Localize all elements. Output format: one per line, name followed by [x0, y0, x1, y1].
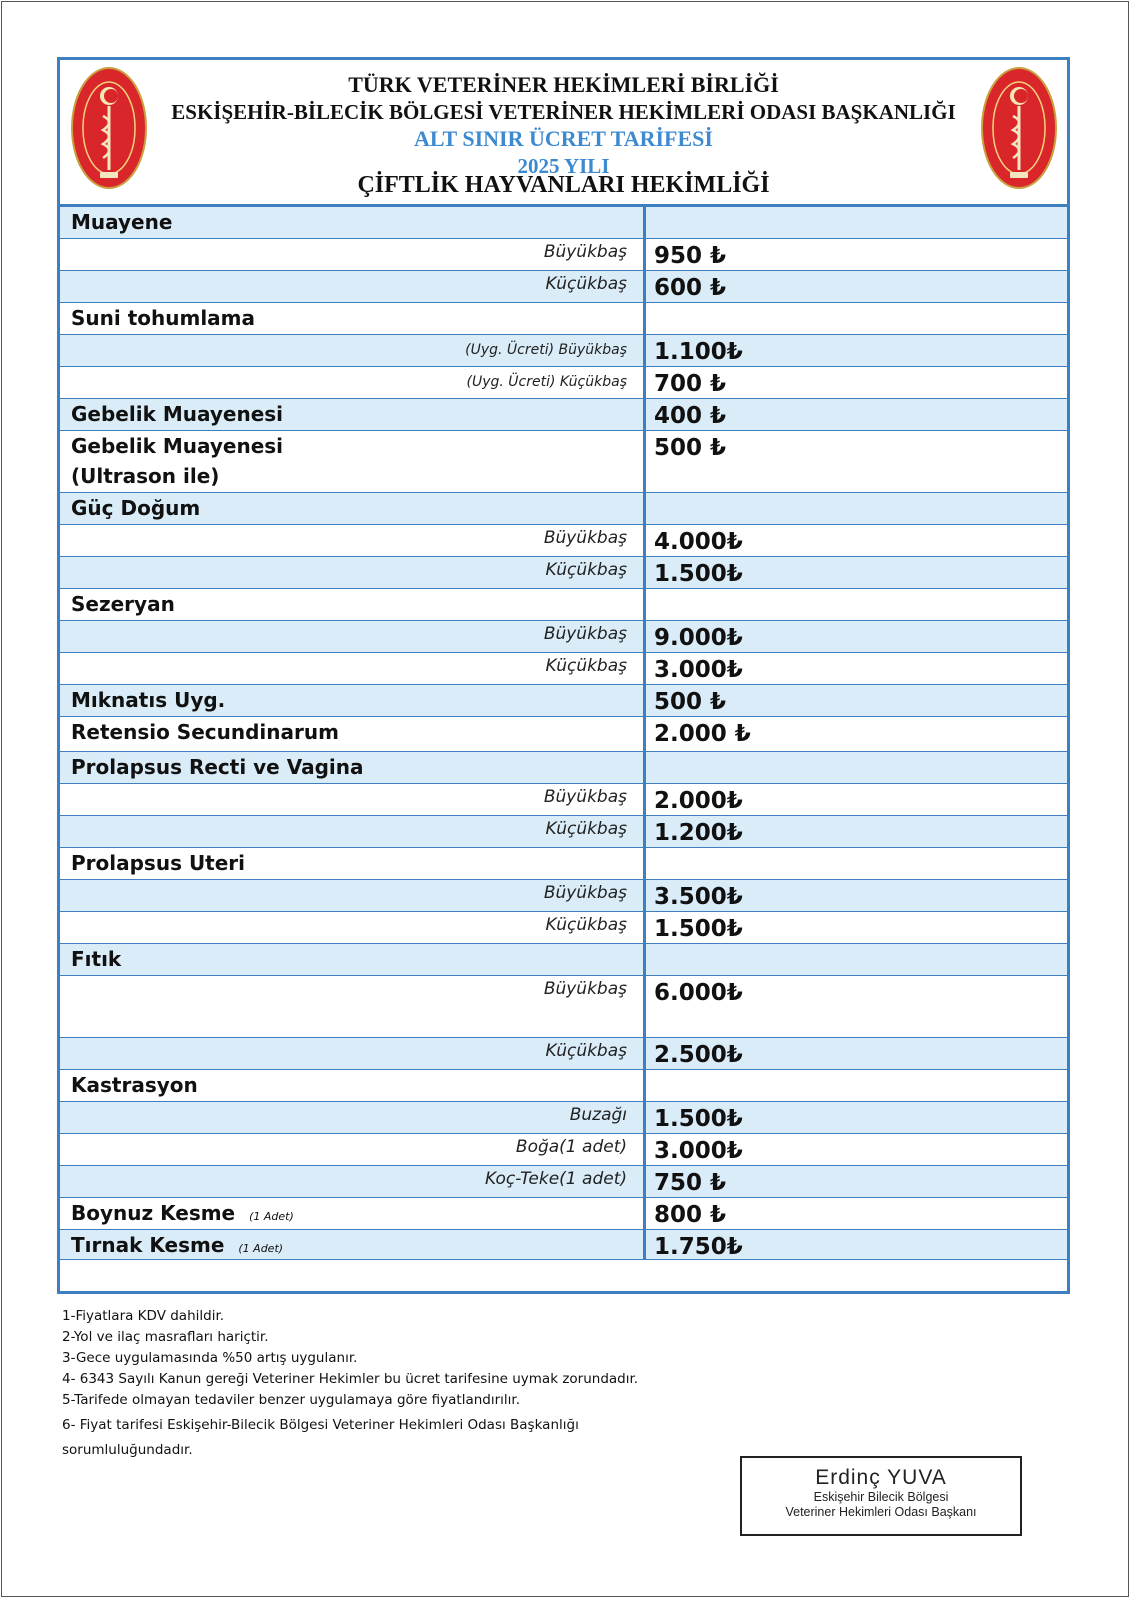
service-title: Retensio Secundinarum: [71, 720, 339, 744]
table-row: [60, 207, 1067, 239]
price-value: 3.000₺: [654, 1138, 743, 1164]
price-cell: [646, 1070, 1067, 1101]
price-cell: [646, 525, 1067, 556]
table-row: [60, 557, 1067, 589]
table-row: [60, 784, 1067, 816]
price-cell: [646, 367, 1067, 398]
price-cell: [646, 1102, 1067, 1133]
animal-category: Küçükbaş: [545, 915, 627, 935]
animal-category: Küçükbaş: [545, 819, 627, 839]
table-row: [60, 653, 1067, 685]
table-row: [60, 335, 1067, 367]
footnote: 2-Yol ve ilaç masrafları hariçtir.: [62, 1329, 269, 1345]
table-row: [60, 752, 1067, 784]
table-row: [60, 1198, 1067, 1230]
table-row: [60, 1166, 1067, 1198]
footnote: sorumluluğundadır.: [62, 1442, 193, 1458]
service-cell: [60, 399, 646, 430]
price-cell: [646, 816, 1067, 847]
service-cell: [60, 1198, 646, 1229]
price-cell: [646, 1198, 1067, 1229]
animal-category: Küçükbaş: [545, 1041, 627, 1061]
price-value: 1.750₺: [654, 1234, 743, 1260]
price-value: 1.500₺: [654, 916, 743, 942]
table-row: [60, 621, 1067, 653]
footnote: 3-Gece uygulamasında %50 artış uygulanır.: [62, 1350, 358, 1366]
table-row: [60, 303, 1067, 335]
tariff-frame: [57, 57, 1070, 1294]
price-value: 2.000₺: [654, 788, 743, 814]
document-header: [60, 60, 1067, 204]
price-value: 6.000₺: [654, 980, 743, 1006]
price-cell: [646, 303, 1067, 334]
animal-category: Büyükbaş: [543, 883, 627, 903]
service-title: Güç Doğum: [71, 496, 201, 520]
price-cell: [646, 752, 1067, 783]
service-cell: [60, 1070, 646, 1101]
footnote: 1-Fiyatlara KDV dahildir.: [62, 1308, 225, 1324]
animal-category: Büyükbaş: [543, 242, 627, 262]
table-row: [60, 816, 1067, 848]
price-cell: [646, 271, 1067, 302]
service-cell: [60, 335, 646, 366]
service-title: Prolapsus Uteri: [71, 851, 246, 875]
service-cell: [60, 717, 646, 751]
table-row: [60, 1038, 1067, 1070]
service-title-wrap: [71, 1230, 629, 1264]
animal-category: Büyükbaş: [543, 787, 627, 807]
section-title: ÇİFTLİK HAYVANLARI HEKİMLİĞİ: [357, 172, 770, 198]
table-row: [60, 685, 1067, 717]
price-value: 1.200₺: [654, 820, 743, 846]
price-cell: [646, 1038, 1067, 1069]
price-value: 2.500₺: [654, 1042, 743, 1068]
service-title-wrap: [71, 1198, 629, 1232]
service-cell: [60, 944, 646, 975]
price-cell: [646, 912, 1067, 943]
service-title: Fıtık: [71, 947, 122, 971]
tariff-table: [60, 204, 1067, 1260]
service-cell: [60, 653, 646, 684]
animal-category: (Uyg. Ücreti) Büyükbaş: [465, 342, 627, 358]
price-cell: [646, 239, 1067, 270]
service-cell: [60, 303, 646, 334]
service-cell: [60, 685, 646, 716]
signatory-name: Erdinç YUVA: [815, 1466, 947, 1489]
table-row: [60, 589, 1067, 621]
table-row: [60, 944, 1067, 976]
animal-category: Küçükbaş: [545, 656, 627, 676]
service-cell: [60, 367, 646, 398]
table-row: [60, 493, 1067, 525]
animal-category: Buzağı: [569, 1105, 627, 1125]
footnote: 6- Fiyat tarifesi Eskişehir-Bilecik Bölgesi Veteriner Hekimleri Odası Başkanlığı: [62, 1417, 579, 1433]
table-row: [60, 717, 1067, 752]
table-row: [60, 1134, 1067, 1166]
service-title: Suni tohumlama: [71, 306, 256, 330]
tariff-title: ALT SINIR ÜCRET TARİFESİ: [414, 126, 713, 151]
service-cell: [60, 880, 646, 911]
service-cell: [60, 271, 646, 302]
price-cell: [646, 399, 1067, 430]
service-title: Boynuz Kesme: [71, 1201, 236, 1225]
service-title: Gebelik Muayenesi: [71, 434, 284, 458]
price-value: 500 ₺: [654, 689, 727, 715]
footnote: 4- 6343 Sayılı Kanun gereği Veteriner Hekimler bu ücret tarifesine uymak zorundadır.: [62, 1371, 639, 1387]
service-cell: [60, 525, 646, 556]
service-cell: [60, 1102, 646, 1133]
signatory-title-line2: Veteriner Hekimleri Odası Başkanı: [785, 1505, 977, 1519]
table-row: [60, 367, 1067, 399]
table-row: [60, 1230, 1067, 1260]
price-cell: [646, 621, 1067, 652]
price-cell: [646, 431, 1067, 492]
service-cell: [60, 1230, 646, 1259]
price-value: 2.000 ₺: [654, 721, 751, 747]
price-value: 9.000₺: [654, 625, 743, 651]
price-value: 950 ₺: [654, 243, 727, 269]
animal-category: Boğa(1 adet): [515, 1137, 627, 1157]
service-cell: [60, 1166, 646, 1197]
animal-category: Küçükbaş: [545, 560, 627, 580]
service-title-line2: (Ultrason ile): [71, 464, 220, 488]
service-cell: [60, 621, 646, 652]
tariff-year: 2025 YILI: [517, 154, 610, 178]
price-cell: [646, 589, 1067, 620]
service-title: Tırnak Kesme: [71, 1233, 225, 1257]
table-row: [60, 1102, 1067, 1134]
service-title: Muayene: [71, 210, 173, 234]
signature-box: [740, 1456, 1022, 1536]
table-row: [60, 525, 1067, 557]
price-value: 750 ₺: [654, 1170, 727, 1196]
price-cell: [646, 493, 1067, 524]
table-row: [60, 912, 1067, 944]
service-cell: [60, 1134, 646, 1165]
service-cell: [60, 912, 646, 943]
price-cell: [646, 1230, 1067, 1259]
price-value: 1.500₺: [654, 561, 743, 587]
footnote: 5-Tarifede olmayan tedaviler benzer uygulamaya göre fiyatlandırılır.: [62, 1392, 521, 1408]
price-cell: [646, 848, 1067, 879]
price-cell: [646, 335, 1067, 366]
table-row: [60, 271, 1067, 303]
union-title: TÜRK VETERİNER HEKİMLERİ BİRLİĞİ: [348, 72, 779, 97]
price-cell: [646, 685, 1067, 716]
price-value: 600 ₺: [654, 275, 727, 301]
price-cell: [646, 784, 1067, 815]
service-note: (1 Adet): [249, 1210, 294, 1223]
table-row: [60, 848, 1067, 880]
animal-category: Koç-Teke(1 adet): [484, 1169, 627, 1189]
price-value: 3.500₺: [654, 884, 743, 910]
table-row: [60, 239, 1067, 271]
price-cell: [646, 717, 1067, 751]
table-row: [60, 431, 1067, 493]
table-row: [60, 399, 1067, 431]
service-title: Gebelik Muayenesi: [71, 402, 284, 426]
service-cell: [60, 784, 646, 815]
service-cell: [60, 752, 646, 783]
service-cell: [60, 1038, 646, 1069]
price-value: 1.500₺: [654, 1106, 743, 1132]
table-row: [60, 1070, 1067, 1102]
price-cell: [646, 1134, 1067, 1165]
service-cell: [60, 207, 646, 238]
price-value: 3.000₺: [654, 657, 743, 683]
service-cell: [60, 848, 646, 879]
table-row: [60, 880, 1067, 912]
price-cell: [646, 944, 1067, 975]
price-cell: [646, 880, 1067, 911]
service-cell: [60, 493, 646, 524]
price-cell: [646, 976, 1067, 1037]
service-cell: [60, 431, 646, 492]
price-value: 700 ₺: [654, 371, 727, 397]
animal-category: Büyükbaş: [543, 979, 627, 999]
footnotes: [62, 1306, 638, 1461]
animal-category: Büyükbaş: [543, 624, 627, 644]
service-title: Mıknatıs Uyg.: [71, 688, 226, 712]
service-cell: [60, 557, 646, 588]
animal-category: Büyükbaş: [543, 528, 627, 548]
animal-category: (Uyg. Ücreti) Küçükbaş: [466, 374, 627, 390]
chamber-title: ESKİŞEHİR-BİLECİK BÖLGESİ VETERİNER HEKİMLERİ ODASI BAŞKANLIĞI: [171, 100, 956, 124]
signatory-title-line1: Eskişehir Bilecik Bölgesi: [813, 1490, 949, 1504]
service-title: Prolapsus Recti ve Vagina: [71, 755, 364, 779]
service-cell: [60, 976, 646, 1037]
animal-category: Küçükbaş: [545, 274, 627, 294]
price-value: 4.000₺: [654, 529, 743, 555]
service-note: (1 Adet): [238, 1242, 284, 1255]
price-value: 400 ₺: [654, 403, 727, 429]
price-value: 800 ₺: [654, 1202, 727, 1228]
price-value: 500 ₺: [654, 435, 727, 461]
service-cell: [60, 239, 646, 270]
price-cell: [646, 557, 1067, 588]
price-cell: [646, 1166, 1067, 1197]
table-row: [60, 976, 1067, 1038]
service-cell: [60, 816, 646, 847]
price-cell: [646, 207, 1067, 238]
service-cell: [60, 589, 646, 620]
price-cell: [646, 653, 1067, 684]
service-title: Kastrasyon: [71, 1073, 198, 1097]
service-title: Sezeryan: [71, 592, 175, 616]
price-value: 1.100₺: [654, 339, 743, 365]
